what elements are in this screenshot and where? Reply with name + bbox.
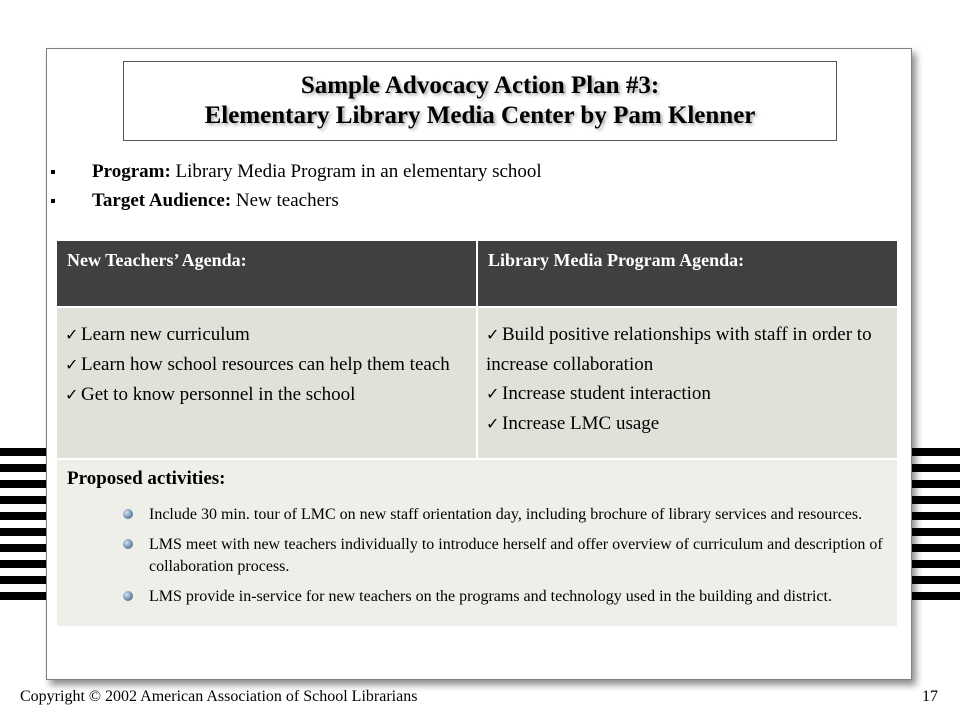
checkmark-icon: ✓	[486, 386, 500, 403]
activity-item: LMS meet with new teachers individually to introduce herself and offer overview of curriculum and description of collaboration process.	[67, 534, 885, 578]
round-bullet-icon	[123, 591, 133, 601]
bullet-program	[47, 157, 847, 186]
bullet-label: Program:	[92, 161, 171, 182]
bullet-text: Library Media Program in an elementary school	[170, 161, 542, 182]
bullet-text: New teachers	[231, 190, 339, 211]
page-number: 17	[922, 688, 938, 705]
square-bullet-icon	[51, 199, 55, 203]
checkmark-icon: ✓	[486, 416, 500, 433]
activities-title: Proposed activities:	[67, 468, 226, 489]
library-media-agenda-cell	[477, 307, 897, 459]
checkmark-icon: ✓	[486, 327, 500, 344]
header-library-media-program-agenda: Library Media Program Agenda:	[477, 241, 897, 307]
list-item: ✓ Build positive relationships with staff in order to increase collaboration	[486, 320, 883, 379]
table-header-row	[57, 241, 897, 307]
bullet-list	[47, 157, 847, 215]
square-bullet-icon	[51, 170, 55, 174]
new-teachers-agenda-cell	[57, 307, 477, 459]
round-bullet-icon	[123, 509, 133, 519]
list-item: ✓ Learn how school resources can help them teach	[65, 350, 462, 380]
activity-item: LMS provide in-service for new teachers on the programs and technology used in the building and district.	[67, 586, 885, 608]
list-item: ✓ Learn new curriculum	[65, 320, 462, 350]
round-bullet-icon	[123, 539, 133, 549]
list-item: ✓ Increase student interaction	[486, 379, 883, 409]
activity-item: Include 30 min. tour of LMC on new staff orientation day, including brochure of library services and resources.	[67, 504, 885, 526]
checkmark-icon: ✓	[65, 357, 79, 374]
agenda-items-row	[57, 307, 897, 459]
slide-panel	[46, 48, 912, 680]
list-item: ✓ Get to know personnel in the school	[65, 380, 462, 410]
checkmark-icon: ✓	[65, 387, 79, 404]
bullet-label: Target Audience:	[92, 190, 232, 211]
header-new-teachers-agenda: New Teachers’ Agenda:	[57, 241, 477, 307]
copyright-footer: Copyright © 2002 American Association of School Librarians	[20, 688, 418, 705]
checkmark-icon: ✓	[65, 327, 79, 344]
bullet-target-audience	[47, 186, 847, 215]
list-item: ✓ Increase LMC usage	[486, 409, 883, 439]
title-line-1: Sample Advocacy Action Plan #3:	[300, 72, 660, 99]
slide-title	[123, 61, 837, 141]
title-line-2: Elementary Library Media Center by Pam Klenner	[204, 102, 756, 129]
activities-row	[57, 459, 897, 626]
activities-cell	[57, 459, 897, 626]
agenda-table	[57, 241, 897, 626]
